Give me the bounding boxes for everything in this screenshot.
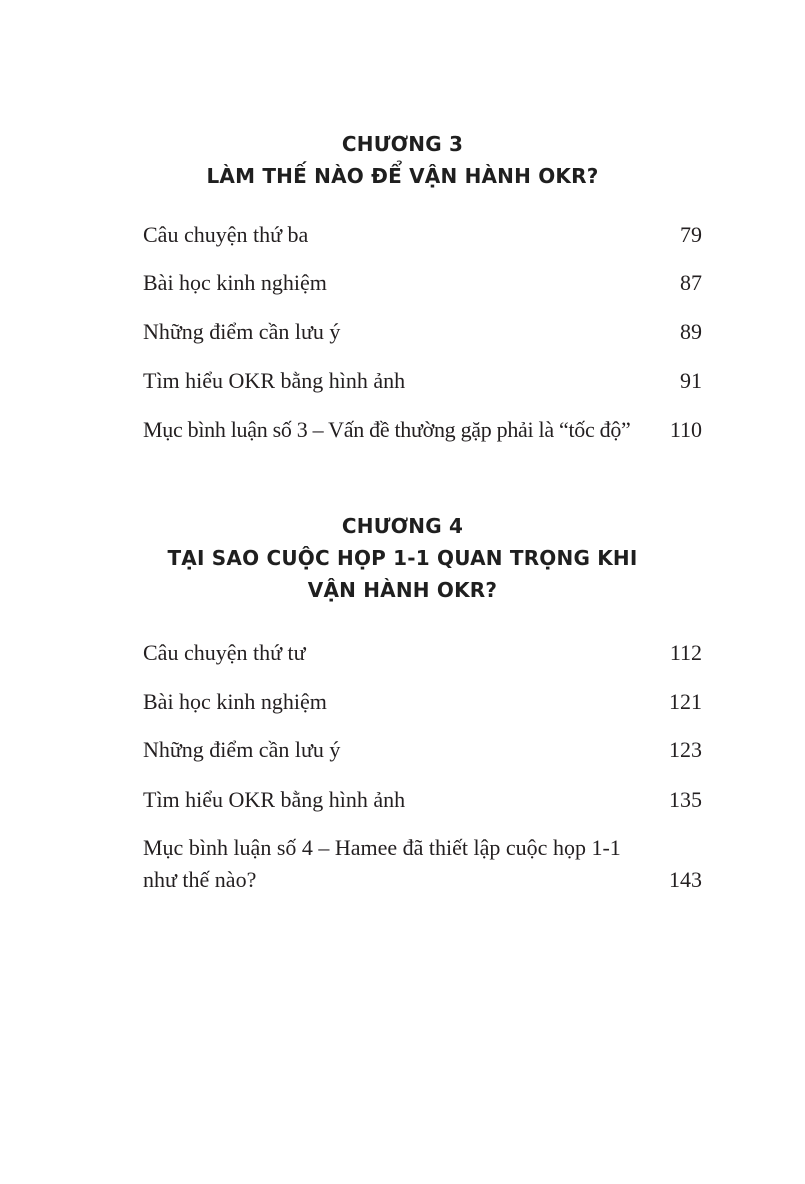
toc-entry-title: Câu chuyện thứ ba (143, 222, 309, 247)
toc-entry-page: 110 (669, 417, 702, 442)
toc-entry[interactable] (143, 832, 702, 896)
toc-entry-title: Bài học kinh nghiệm (143, 689, 327, 714)
toc-entry-title-line-1: Mục bình luận số 4 – Hamee đã thiết lập cuộc họp 1-1 (143, 835, 621, 860)
chapter-4-heading (100, 510, 705, 606)
chapter-title-line-1: TẠI SAO CUỘC HỌP 1-1 QUAN TRỌNG KHI (167, 546, 638, 570)
chapter-title-line-2: VẬN HÀNH OKR? (307, 578, 498, 602)
toc-entry-title: Mục bình luận số 3 – Vấn đề thường gặp phải là “tốc độ” (143, 417, 631, 442)
toc-entry-page: 123 (669, 737, 702, 762)
chapter-number: CHƯƠNG 3 (341, 132, 464, 156)
chapter-title: LÀM THẾ NÀO ĐỂ VẬN HÀNH OKR? (206, 164, 599, 188)
toc-entry-title: Bài học kinh nghiệm (143, 270, 327, 295)
toc-entry-page: 79 (680, 222, 702, 247)
toc-entry-title (143, 832, 663, 896)
chapter-3-heading (100, 128, 705, 192)
toc-entry-page: 91 (680, 368, 702, 393)
toc-entry-title: Những điểm cần lưu ý (143, 319, 341, 344)
toc-entry-page: 121 (669, 689, 702, 714)
toc-entry-title-line-2: như thế nào? (143, 867, 257, 892)
toc-entry-page: 87 (680, 270, 702, 295)
toc-entry-title: Tìm hiểu OKR bằng hình ảnh (143, 368, 406, 393)
toc-entry-page: 112 (669, 640, 702, 665)
toc-entry-title: Tìm hiểu OKR bằng hình ảnh (143, 787, 406, 812)
toc-entry-page: 89 (680, 319, 702, 344)
toc-entry-title: Câu chuyện thứ tư (143, 640, 306, 665)
chapter-number: CHƯƠNG 4 (341, 514, 464, 538)
toc-entry-page: 135 (669, 787, 702, 812)
toc-entry-title: Những điểm cần lưu ý (143, 737, 341, 762)
toc-entry-page: 143 (669, 867, 702, 892)
